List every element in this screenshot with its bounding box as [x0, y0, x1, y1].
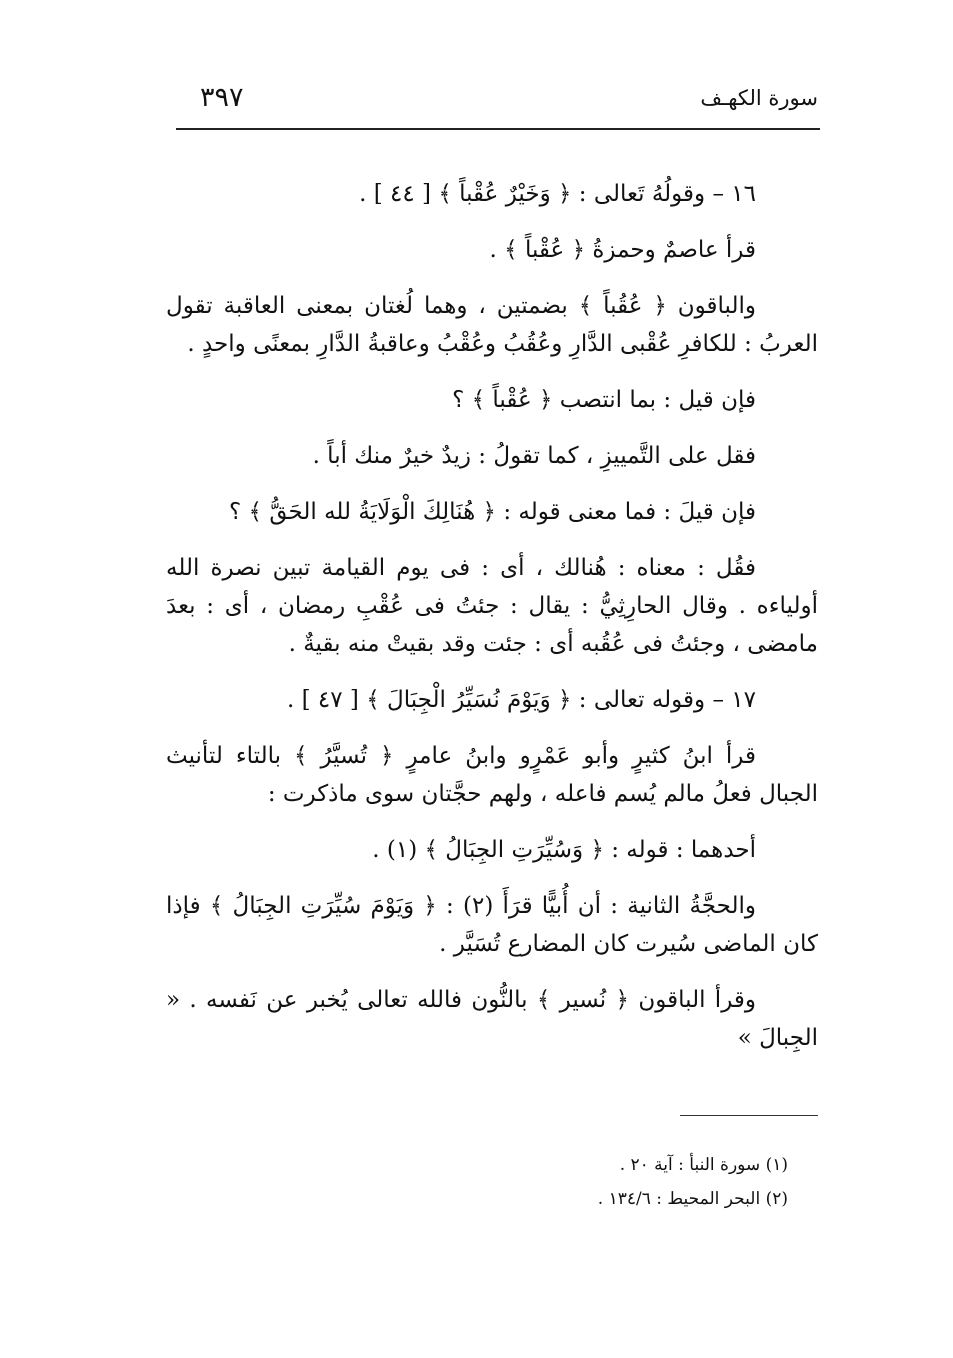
- footnote-1: (١) سورة النبأ : آية ٢٠ .: [619, 1155, 788, 1175]
- page-header: [176, 78, 820, 118]
- footnotes: [520, 1148, 788, 1216]
- paragraph-first-proof: أحدهما : قوله : ﴿ وَسُيِّرَتِ الجِبَالُ ﴾ (١) .: [372, 837, 756, 863]
- paragraph-second-proof: والحجَّةُ الثانية : أن أُبيًّا قرَأَ (٢) : ﴿ وَيَوْمَ سُيِّرَتِ الجِبَالُ ﴾ فإذا كان الماضى سُيرت كان المضارع تُسَيَّر .: [166, 893, 818, 957]
- paragraph-question-meaning: فإن قيلَ : فما معنى قوله : ﴿ هُنَالِكَ الْوَلَايَةُ لله الحَقُّ ﴾ ؟: [229, 499, 756, 525]
- paragraph-reading-others: والباقون ﴿ عُقُباً ﴾ بضمتين ، وهما لُغتان بمعنى العاقبة تقول العربُ : للكافرِ عُقْبى الدَّارِ وعُقُبُ وعُقْبُ وعاقبةُ الدَّارِ بمعنًى واحدٍ .: [166, 293, 818, 357]
- footnote-divider: [680, 1115, 818, 1116]
- paragraph-verse-17: ١٧ – وقوله تعالى : ﴿ وَيَوْمَ نُسَيِّرُ الْجِبَالَ ﴾ [ ٤٧ ] .: [286, 687, 756, 713]
- paragraph-reading-ibn-kathir: قرأ ابنُ كثيرٍ وأبو عَمْرٍو وابنُ عامرٍ ﴿ تُسيَّرُ ﴾ بالتاء لتأنيث الجبال فعلُ مالم يُسم فاعله ، ولهم حجَّتان سوى ماذكرت :: [166, 743, 818, 807]
- main-text: [166, 175, 818, 1075]
- paragraph-reading-nun: وقرأ الباقون ﴿ نُسير ﴾ بالنُّون فالله تعالى يُخبر عن نَفسه . « الجِبالَ »: [166, 987, 818, 1051]
- running-title: سورة الكهـف: [700, 86, 818, 110]
- paragraph-answer-tamyiz: فقل على التَّمييزِ ، كما تقولُ : زيدٌ خيرٌ منك أباً .: [312, 443, 756, 469]
- footnote-2: (٢) البحر المحيط : ١٣٤/٦ .: [597, 1189, 788, 1209]
- header-divider: [176, 128, 820, 130]
- page-number: ٣٩٧: [200, 82, 244, 113]
- paragraph-answer-meaning: فقُل : معناه : هُنالك ، أى : فى يوم القيامة تبين نصرة الله أولياءه . وقال الحارِثِيُّ : يقال : جئتُ فى عُقْبِ رمضان ، أى : بعدَ مامضى ، وجئتُ فى عُقُبه أى : جئت وقد بقيتْ منه بقيةٌ .: [166, 555, 818, 657]
- paragraph-verse-16: ١٦ – وقولُهُ تَعالى : ﴿ وَخَيْرٌ عُقْباً ﴾ [ ٤٤ ] .: [359, 181, 756, 207]
- paragraph-question-nasb: فإن قيل : بما انتصب ﴿ عُقْباً ﴾ ؟: [452, 387, 756, 413]
- paragraph-reading-asim: قرأ عاصمٌ وحمزةُ ﴿ عُقْباً ﴾ .: [489, 237, 756, 263]
